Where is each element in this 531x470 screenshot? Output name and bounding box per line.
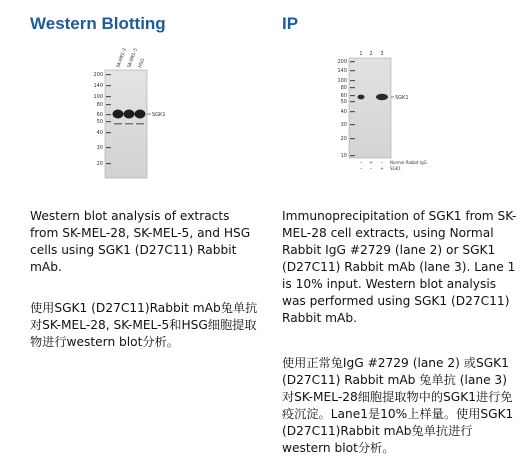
ladder-label: 200 — [93, 72, 103, 78]
sample-band — [358, 95, 365, 100]
legend-mark: – — [359, 161, 363, 166]
ladder-band — [106, 121, 111, 122]
band-label: SGK1 — [152, 112, 166, 118]
ladder-label: 20 — [340, 136, 347, 142]
ladder-band — [350, 95, 355, 96]
sample-band — [113, 110, 124, 119]
ladder-label: 30 — [96, 145, 103, 151]
legend-label: Normal Rabbit IgG — [390, 160, 427, 165]
ladder-band — [350, 80, 355, 81]
band-label: SGK1 — [395, 95, 409, 101]
ladder-band — [350, 87, 355, 88]
lane-label: HSG — [138, 57, 147, 69]
ladder-label: 80 — [96, 102, 103, 108]
ladder-band — [106, 85, 111, 86]
ladder-label: 100 — [337, 78, 347, 84]
ladder-band — [106, 132, 111, 133]
ladder-band — [350, 70, 355, 71]
legend-mark: – — [380, 161, 384, 166]
ladder-band — [106, 147, 111, 148]
western-blotting-heading: Western Blotting — [30, 14, 166, 33]
ladder-label: 140 — [337, 68, 347, 74]
lane-label: SK-MEL-5 — [127, 48, 139, 69]
minor-band — [114, 123, 122, 125]
ladder-label: 200 — [337, 59, 347, 65]
legend-mark: + — [369, 161, 373, 166]
lane-label: SK-MEL-28 — [116, 48, 129, 69]
ladder-label: 30 — [340, 122, 347, 128]
lane-number: 2 — [369, 51, 373, 57]
lane-number: 1 — [359, 51, 363, 57]
ladder-band — [350, 124, 355, 125]
ladder-band — [106, 104, 111, 105]
ip-blot-image — [333, 48, 433, 178]
ladder-band — [106, 96, 111, 97]
western-description-en: Western blot analysis of extracts from SK-MEL-28, SK-MEL-5, and HSG cells using SGK1 (D27C11) Rabbit mAb. — [30, 209, 251, 274]
ip-blot-figure — [333, 48, 433, 178]
legend-mark: + — [380, 167, 384, 172]
minor-band — [125, 123, 133, 125]
ladder-band — [106, 74, 111, 75]
ladder-band — [350, 61, 355, 62]
ladder-label: 60 — [340, 93, 347, 99]
minor-band — [136, 123, 144, 125]
ladder-label: 20 — [96, 161, 103, 167]
ladder-label: 10 — [340, 153, 347, 159]
sample-band — [376, 94, 388, 100]
ladder-band — [350, 138, 355, 139]
ladder-band — [350, 155, 355, 156]
western-blot-image — [85, 48, 180, 188]
legend-mark: – — [369, 167, 373, 172]
western-description-zh: 使用SGK1 (D27C11)Rabbit mAb兔单抗对SK-MEL-28, SK-MEL-5和HSG细胞提取物进行western blot分析。 — [30, 301, 258, 349]
ip-heading: IP — [282, 14, 299, 33]
ladder-band — [350, 101, 355, 102]
legend-mark: – — [359, 167, 363, 172]
ladder-band — [350, 111, 355, 112]
ladder-label: 60 — [96, 112, 103, 118]
ladder-label: 80 — [340, 85, 347, 91]
legend-label: SGK1 — [390, 166, 401, 171]
ladder-band — [106, 163, 111, 164]
ladder-band — [106, 114, 111, 115]
lane-number: 3 — [380, 51, 384, 57]
ladder-label: 100 — [93, 94, 103, 100]
membrane — [349, 58, 391, 158]
ip-description-zh: 使用正常兔IgG #2729 (lane 2) 或SGK1 (D27C11) Rabbit mAb 兔单抗 (lane 3)对SK-MEL-28细胞提取物中的SGK1进行免疫沉淀。Lane1是10%上样量。使用SGK1 (D27C11)Rabbit mAb兔单抗进行western blot分析。 — [282, 356, 514, 455]
ladder-label: 40 — [340, 109, 347, 115]
ladder-label: 140 — [93, 83, 103, 89]
ip-description-en: Immunoprecipitation of SGK1 from SK-MEL-28 cell extracts, using Normal Rabbit IgG #2729 (lane 2) or SGK1 (D27C11) Rabbit mAb (lane 3). Lane 1 is 10% input. Western blot analysis was performed using SGK1 (D27C11) Rabbit mAb. — [282, 209, 517, 325]
ladder-label: 50 — [96, 119, 103, 125]
ladder-label: 40 — [96, 130, 103, 136]
sample-band — [135, 110, 146, 119]
western-blot-figure — [85, 48, 180, 188]
sample-band — [124, 110, 135, 119]
ladder-label: 50 — [340, 99, 347, 105]
